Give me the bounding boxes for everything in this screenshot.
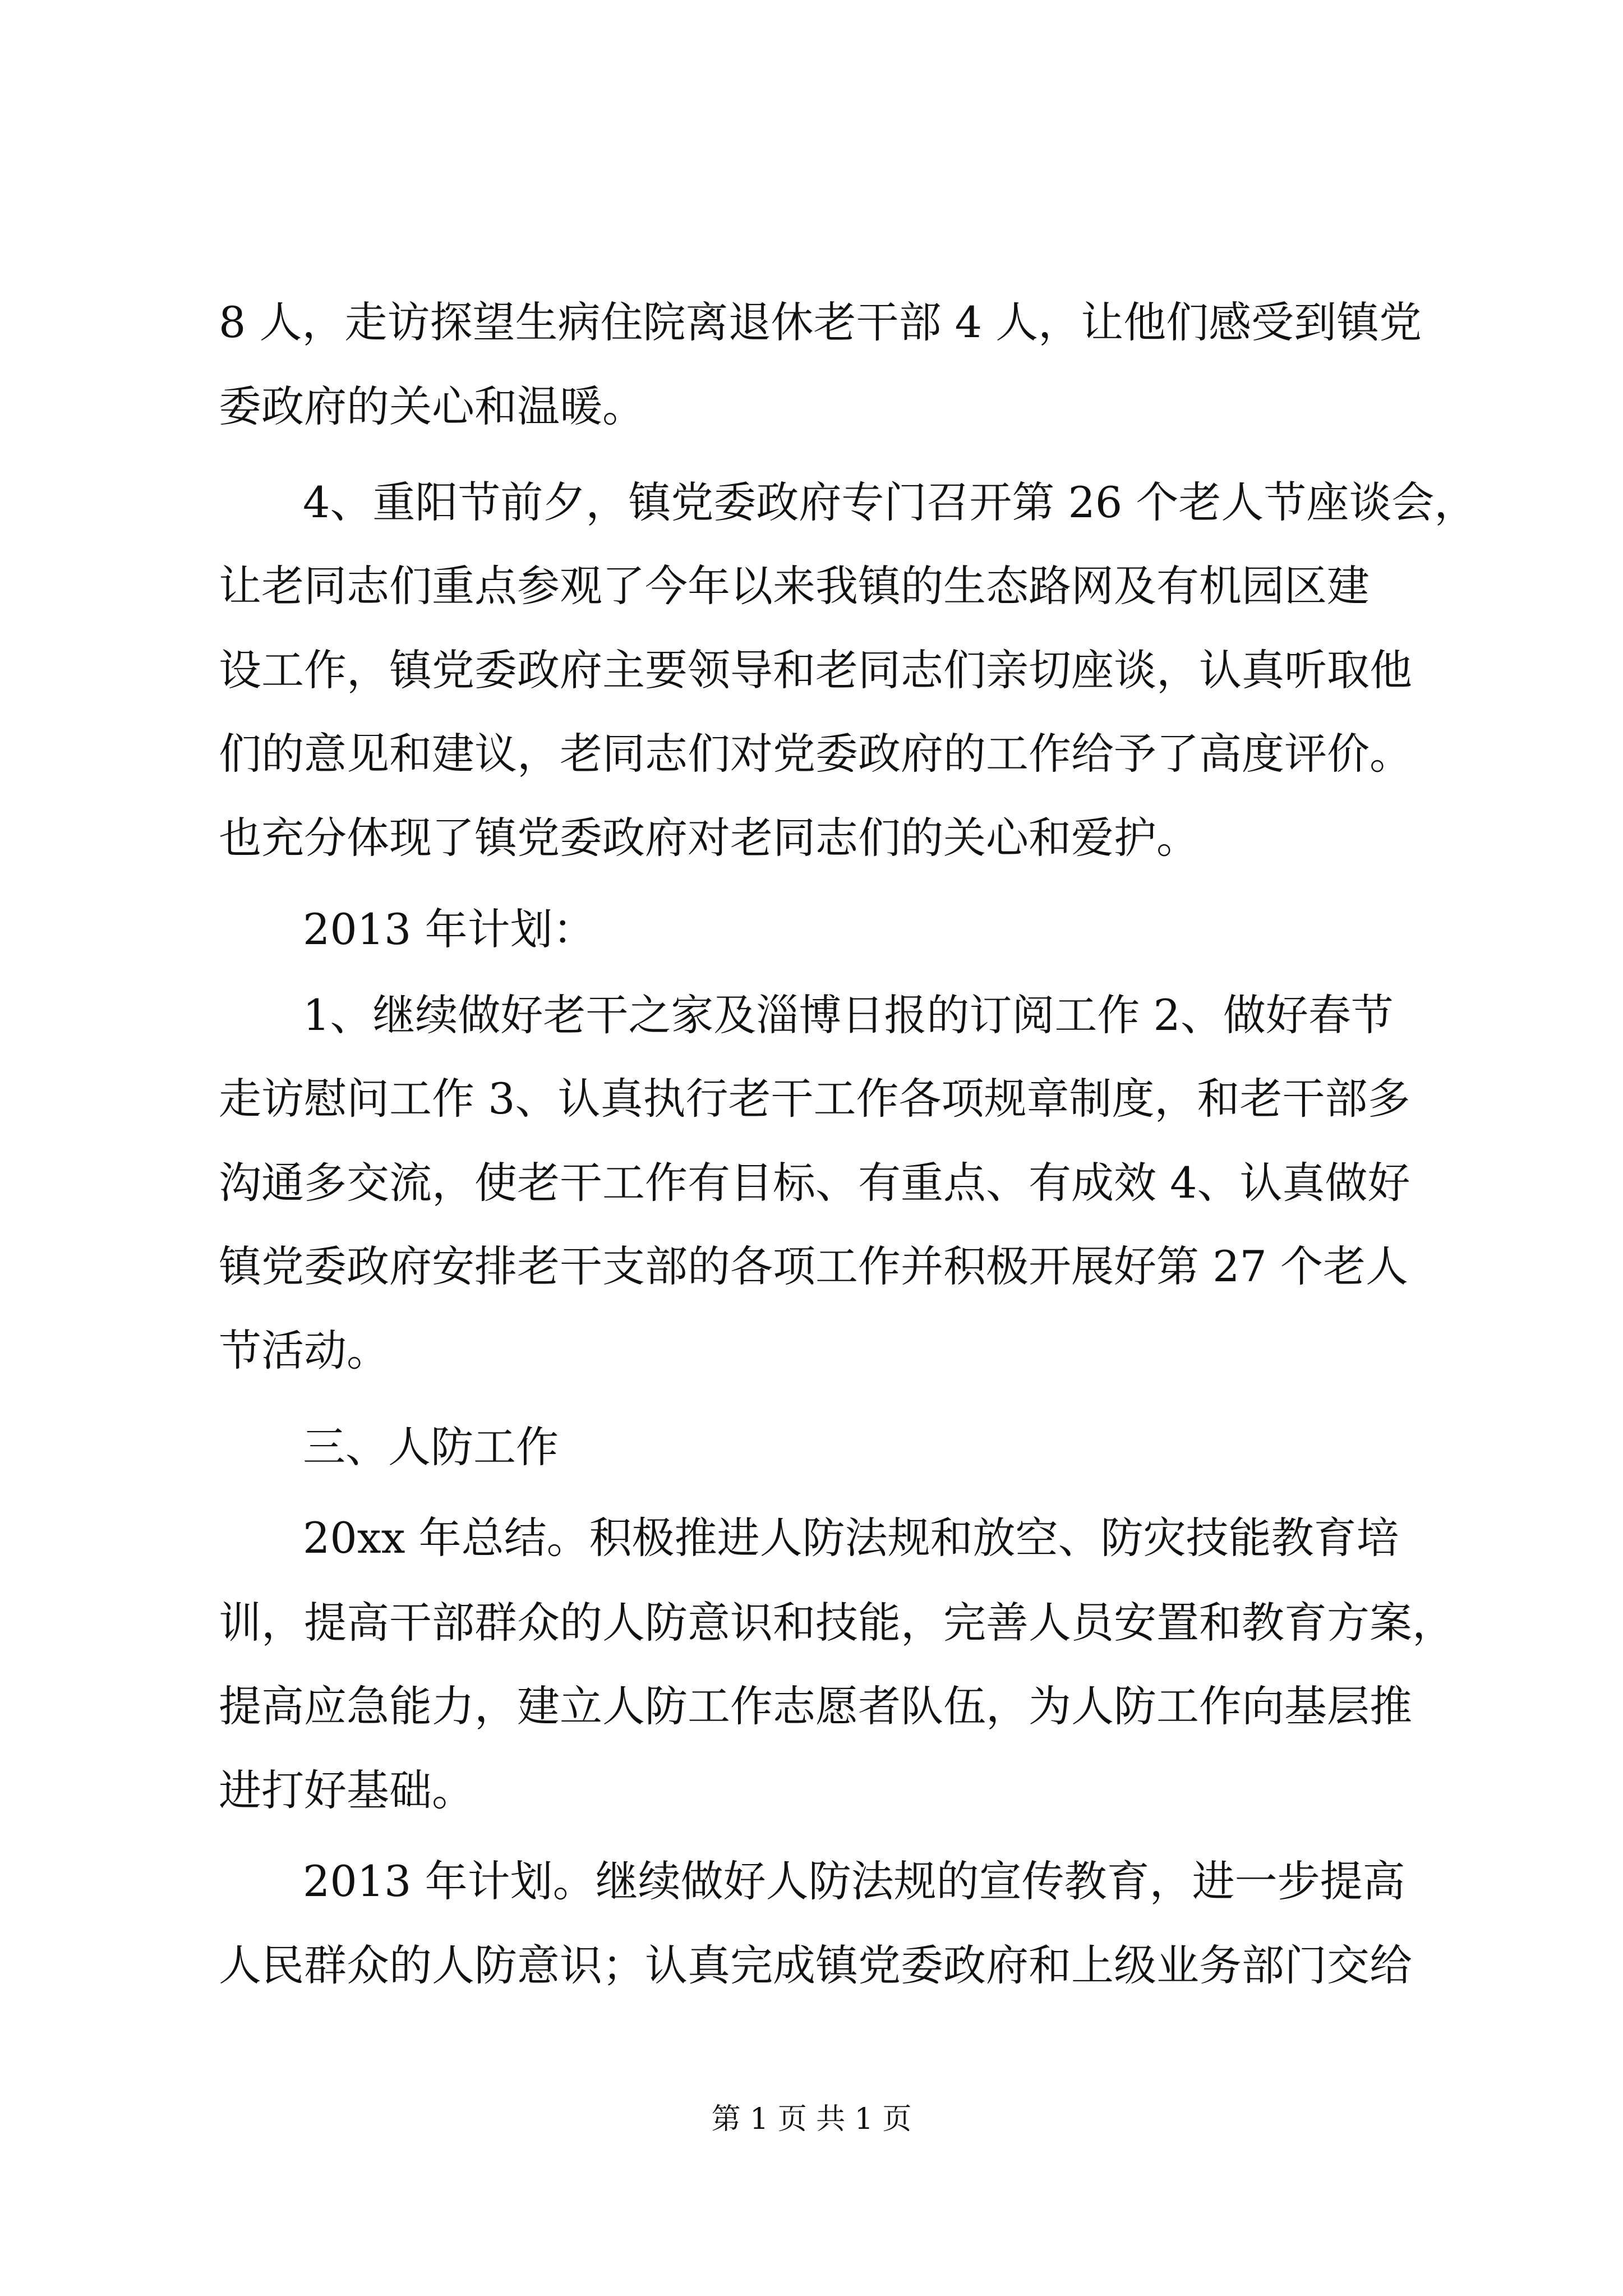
text-line-5: 设工作，镇党委政府主要领导和老同志们亲切座谈，认真听取他 — [219, 645, 1412, 695]
text-line-18: 进打好基础。 — [219, 1765, 474, 1815]
text-line-6: 们的意见和建议，老同志们对党委政府的工作给予了高度评价。 — [219, 729, 1412, 779]
text-line-3: 4、重阳节前夕，镇党委政府专门召开第 26 个老人节座谈会， — [303, 477, 1477, 527]
text-line-16: 训，提高干部群众的人防意识和技能，完善人员安置和教育方案， — [219, 1598, 1455, 1648]
text-line-12: 镇党委政府安排老干支部的各项工作并积极开展好第 27 个老人 — [219, 1241, 1409, 1291]
text-line-1: 8 人，走访探望生病住院离退休老干部 4 人，让他们感受到镇党 — [219, 297, 1422, 347]
text-line-10: 走访慰问工作 3、认真执行老干工作各项规章制度，和老干部多 — [219, 1074, 1410, 1124]
page-footer: 第 1 页 共 1 页 — [711, 2102, 912, 2136]
text-line-9: 1、继续做好老干之家及淄博日报的订阅工作 2、做好春节 — [303, 990, 1394, 1040]
text-line-4: 让老同志们重点参观了今年以来我镇的生态路网及有机园区建 — [219, 561, 1370, 611]
text-line-7: 也充分体现了镇党委政府对老同志们的关心和爱护。 — [219, 813, 1199, 863]
text-line-15: 20xx 年总结。积极推进人防法规和放空、防灾技能教育培 — [303, 1513, 1399, 1563]
text-line-19: 2013 年计划。继续做好人防法规的宣传教育，进一步提高 — [303, 1856, 1405, 1906]
text-line-13: 节活动。 — [219, 1326, 389, 1375]
text-line-11: 沟通多交流，使老干工作有目标、有重点、有成效 4、认真做好 — [219, 1158, 1410, 1208]
section-heading-civil-defense: 三、人防工作 — [303, 1422, 559, 1472]
text-line-20: 人民群众的人防意识；认真完成镇党委政府和上级业务部门交给 — [219, 1940, 1412, 1990]
text-line-17: 提高应急能力，建立人防工作志愿者队伍，为人防工作向基层推 — [219, 1681, 1412, 1731]
text-line-2: 委政府的关心和温暖。 — [219, 381, 645, 431]
section-heading-2013-plan: 2013 年计划： — [303, 904, 596, 954]
